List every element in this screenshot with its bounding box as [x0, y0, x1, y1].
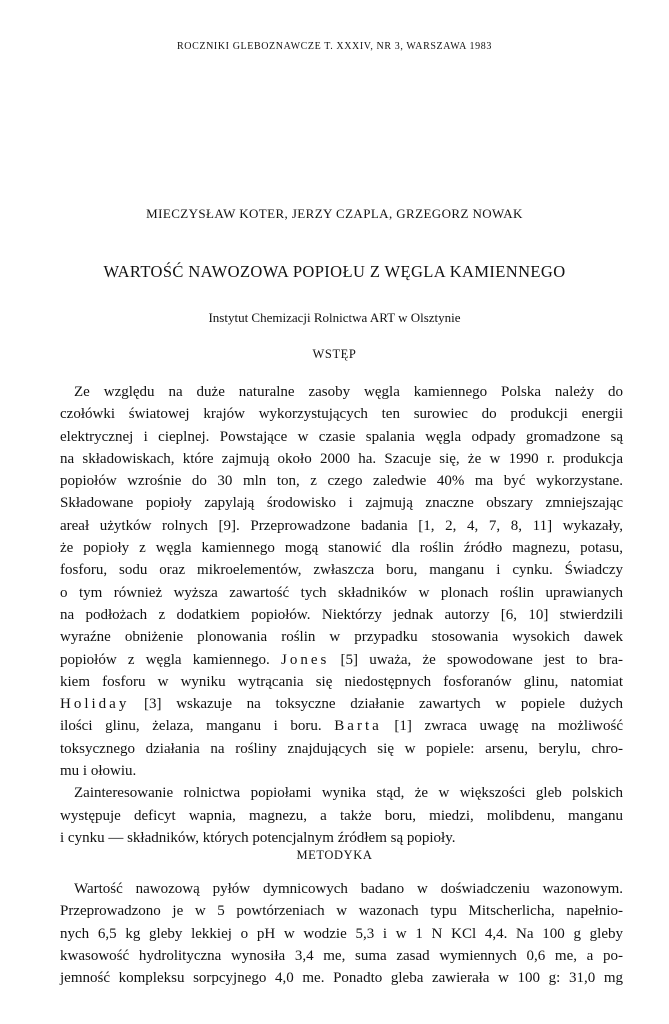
text-line: elektrycznej i cieplnej. Powstające w czasie spalania węgla odpady gromadzone są	[60, 428, 623, 445]
text-line: czołówki światowej krajów wykorzystujących ten surowiec do produkcji energii	[60, 406, 623, 423]
text-line: mu i ołowiu.	[60, 763, 137, 780]
text-line: areał użytków rolnych [9]. Przeprowadzone badania [1, 2, 4, 7, 8, 11] wykazały,	[60, 517, 623, 534]
text-line: fosforu, sodu oraz mikroelementów, zwłaszcza boru, manganu i cynku. Świadczy	[60, 562, 623, 579]
text-line: kiem fosforu w wyniku wytrącania się niedostępnych fosforanów glinu, natomiat	[60, 673, 623, 690]
text-line: wyraźne obniżenie plonowania roślin w przypadku stosowania wysokich dawek	[60, 629, 623, 646]
text-line: nych 6,5 kg gleby lekkiej o pH w wodzie 5,3 i w 1 N KCl 4,4. Na 100 g gleby	[60, 925, 623, 942]
authors: MIECZYSŁAW KOTER, JERZY CZAPLA, GRZEGORZ NOWAK	[146, 206, 523, 221]
text-line: Przeprowadzono je w 5 powtórzeniach w wazonach typu Mitscherlicha, napełnio-	[60, 903, 623, 920]
text-line: Zainteresowanie rolnictwa popiołami wynika stąd, że w większości gleb polskich	[74, 785, 623, 802]
text-line: występuje deficyt wapnia, magnezu, a także boru, miedzi, molibdenu, manganu	[60, 807, 623, 824]
text-fragment: [3] wskazuje na toksyczne działanie zawartych w popiele dużych	[129, 696, 623, 713]
institute-affiliation: Instytut Chemizacji Rolnictwa ART w Olsztynie	[208, 310, 461, 325]
text-line: kwasowość hydrolityczna wynosiła 3,4 me, suma zasad wymiennych 0,6 me, a po-	[60, 947, 623, 964]
text-fragment: [5] uważa, że spowodowane jest to bra-	[329, 651, 624, 668]
author-citation-barta: Barta	[334, 718, 382, 735]
text-line: na składowiskach, które zajmują około 2000 ha. Szacuje się, że w 1990 r. produkcja	[60, 450, 623, 467]
text-line: Składowane popioły zapylają środowisko i zajmują znaczne obszary zmniejszając	[60, 495, 623, 512]
text-line: popiołów wzrośnie do 30 mln ton, z czego zaledwie 40% ma być wykorzystane.	[60, 473, 623, 490]
text-line: i cynku — składników, których potencjalnym źródłem są popioły.	[60, 829, 456, 846]
text-line: że popioły z węgla kamiennego mogą stanowić dla roślin źródło magnezu, potasu,	[60, 540, 623, 557]
text-line: Ze względu na duże naturalne zasoby węgla kamiennego Polska należy do	[74, 384, 623, 400]
text-line	[60, 649, 623, 671]
text-line: o tym również wyższa zawartość tych składników w plonach roślin uprawianych	[60, 584, 623, 601]
text-line: toksycznego działania na rośliny znajdujących się w popiele: arsenu, berylu, chro-	[60, 740, 623, 757]
text-fragment: ilości glinu, żelaza, manganu i boru.	[60, 718, 335, 735]
author-citation-jones: Jones	[280, 651, 330, 668]
article-title: WARTOŚĆ NAWOZOWA POPIOŁU Z WĘGLA KAMIENNEGO	[103, 262, 566, 281]
text-line	[60, 715, 623, 737]
text-line: jemność kompleksu sorpcyjnego 4,0 me. Ponadto gleba zawierała w 100 g: 31,0 mg	[60, 970, 623, 987]
section-heading-intro: WSTĘP	[312, 347, 357, 361]
text-fragment: [1] zwraca uwagę na możliwość	[381, 718, 623, 735]
text-fragment: popiołów z węgla kamiennego.	[60, 651, 281, 668]
text-line: na podłożach z dodatkiem popiołów. Niektórzy jednak autorzy [6, 10] stwierdzili	[60, 606, 623, 623]
text-line	[60, 693, 623, 715]
author-citation-holiday: Holiday	[60, 696, 130, 713]
section-heading-method: METODYKA	[296, 848, 373, 862]
journal-header: ROCZNIKI GLEBOZNAWCZE T. XXXIV, NR 3, WARSZAWA 1983	[177, 41, 492, 52]
intro-body	[60, 381, 623, 849]
method-body	[60, 878, 623, 989]
text-line: Wartość nawozową pyłów dymnicowych badano w doświadczeniu wazonowym.	[74, 881, 623, 897]
